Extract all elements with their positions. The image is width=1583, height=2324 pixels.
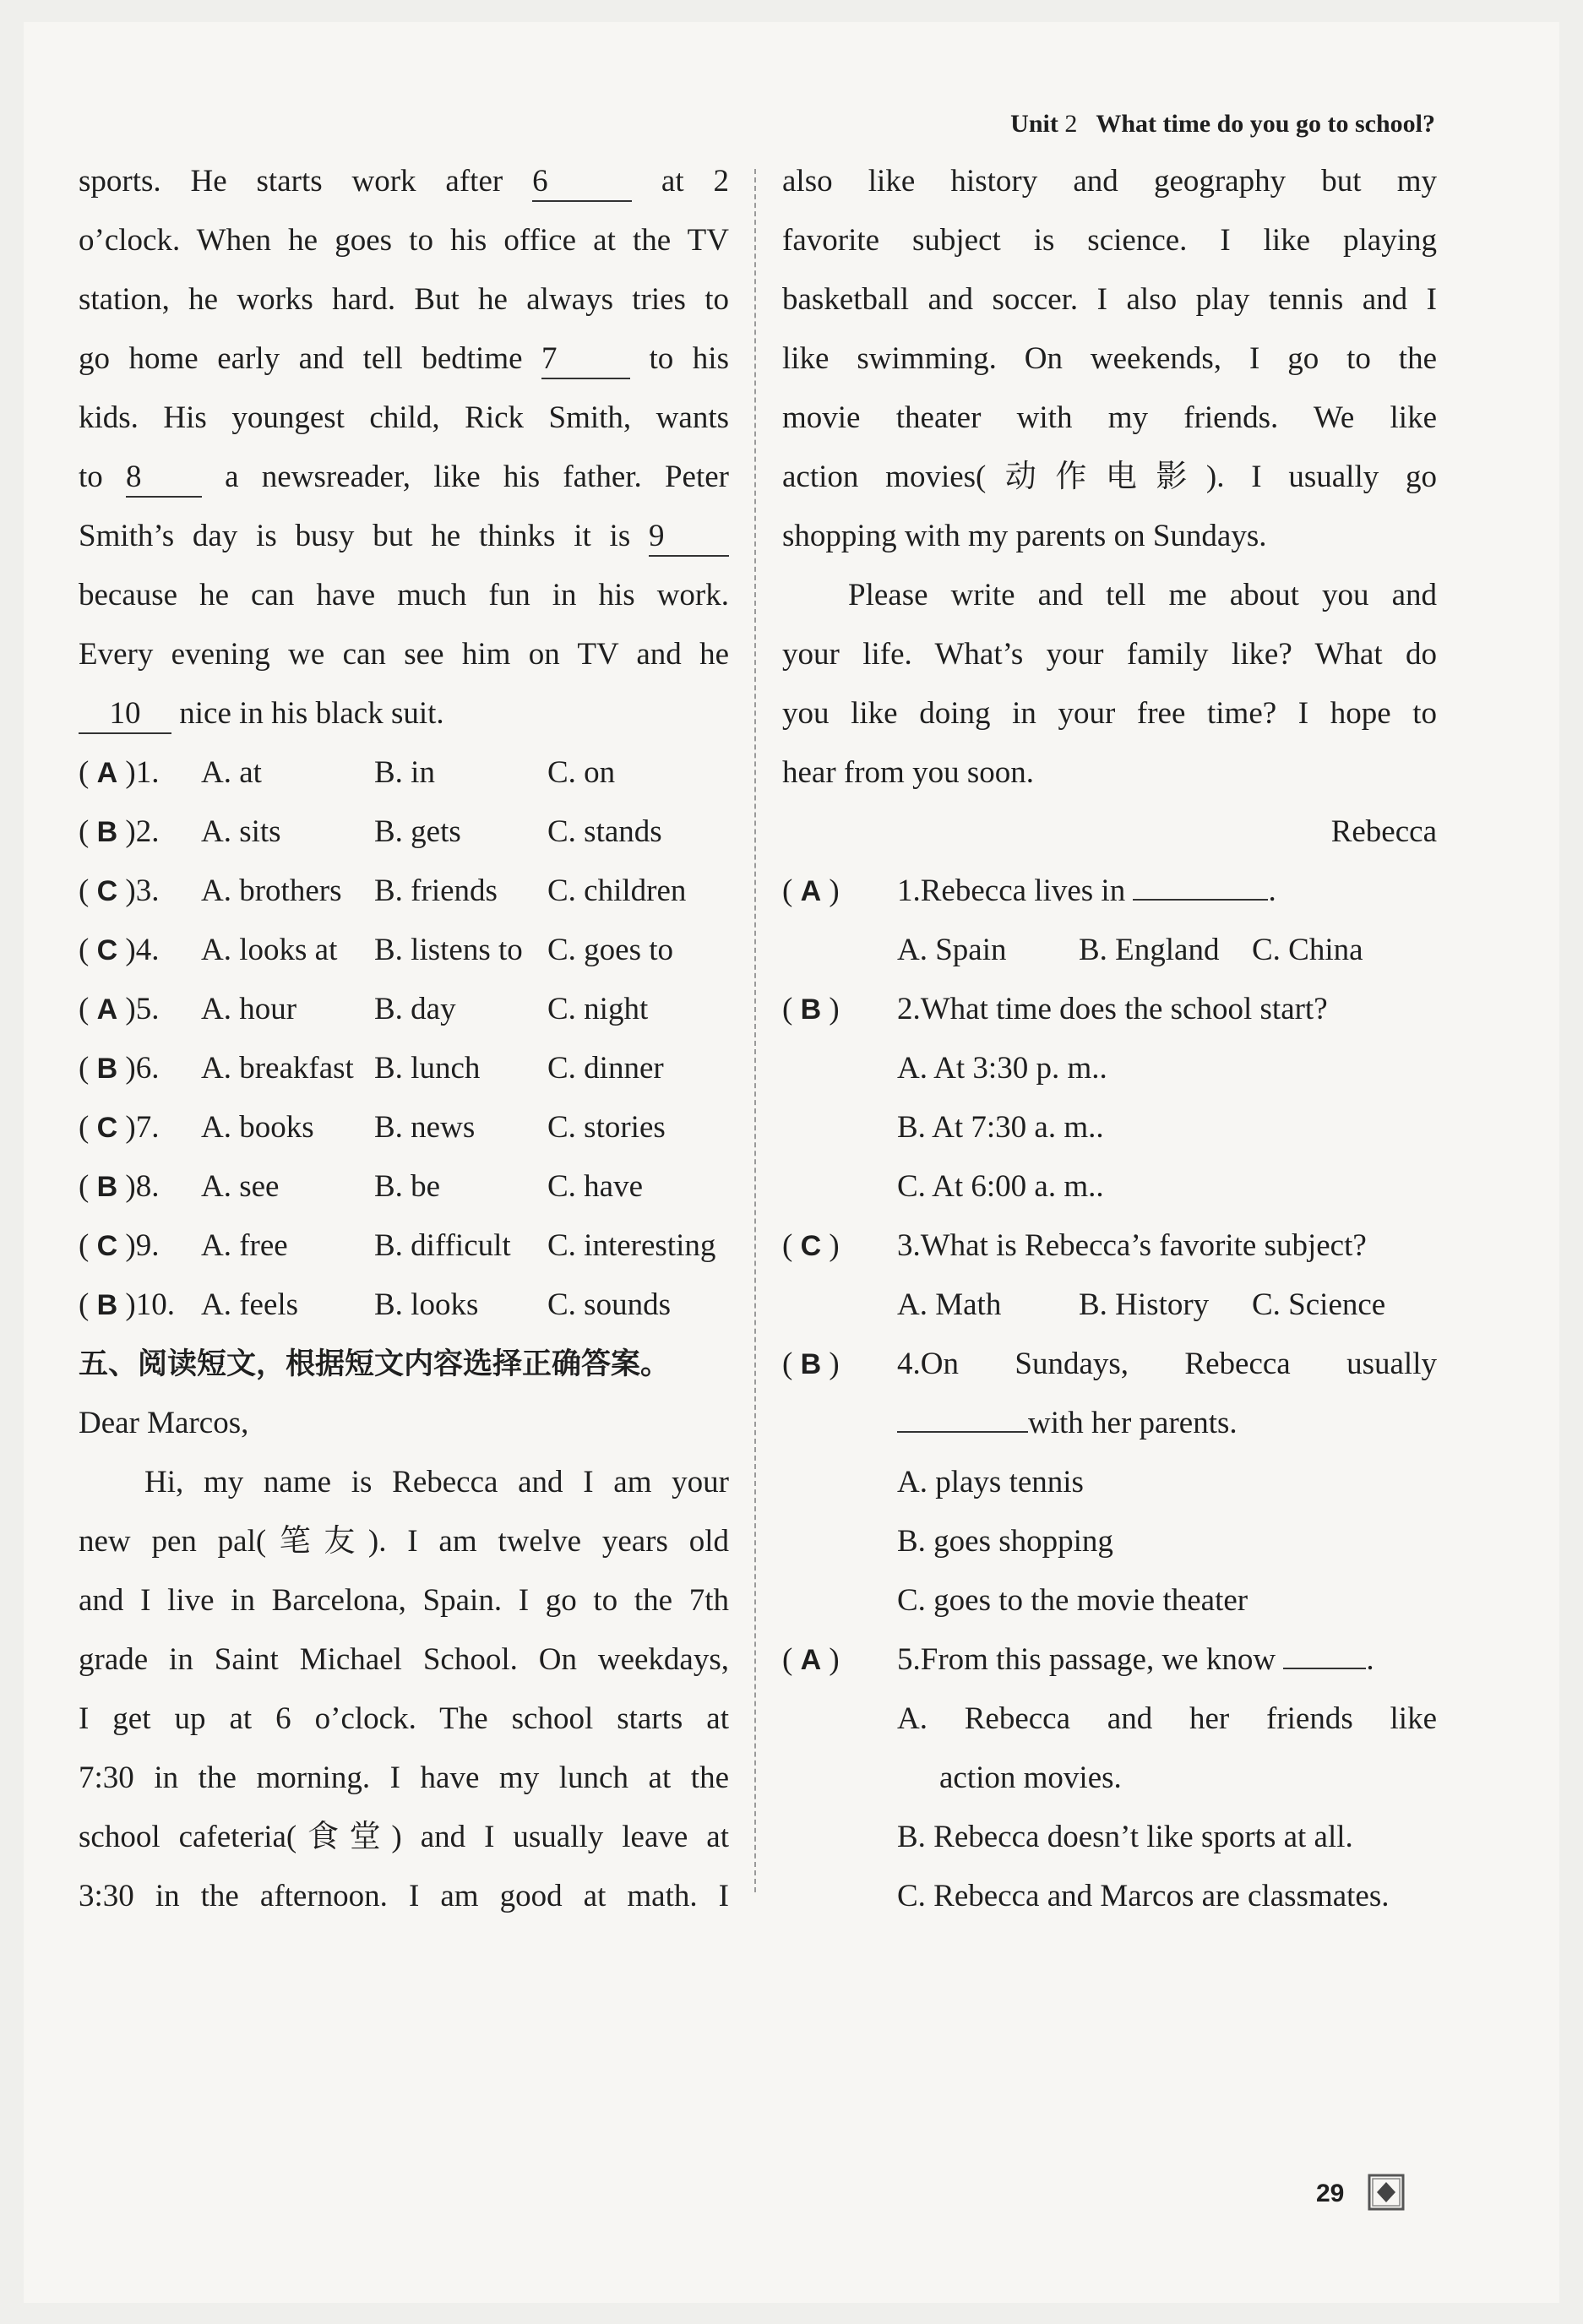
unit-title: What time do you go to school? (1096, 110, 1435, 138)
option-b: B. day (374, 992, 456, 1026)
cloze-option-row: ( B )2. A. sits B. gets C. stands (79, 803, 729, 862)
question-3-options (782, 1276, 1437, 1335)
right-column (782, 152, 1437, 1926)
column-divider (754, 169, 756, 1892)
option: B. goes shopping (897, 1524, 1113, 1559)
option: B. At 7:30 a. m.. (897, 1110, 1104, 1145)
letter-line: basketball and soccer. I also play tennis and I (782, 282, 1437, 317)
letter-signature: Rebecca (1330, 814, 1437, 849)
letter-line: new pen pal(笔友). I am twelve years old (79, 1524, 729, 1559)
left-column (79, 152, 729, 1926)
page-header (933, 110, 1435, 139)
letter-line: favorite subject is science. I like playing (782, 223, 1437, 258)
letter-line: like swimming. On weekends, I go to the (782, 341, 1437, 376)
cloze-option-row: ( B )6. A. breakfast B. lunch C. dinner (79, 1039, 729, 1098)
answer-blank (1283, 1668, 1366, 1669)
option-continued: action movies. (939, 1761, 1122, 1795)
option: A. Spain (897, 933, 1007, 967)
option: B. England (1079, 933, 1220, 967)
option-c: C. stories (547, 1110, 666, 1145)
option-c: C. children (547, 874, 687, 908)
letter-line: 3:30 in the afternoon. I am good at math. I (79, 1879, 729, 1913)
unit-number: 2 (1064, 110, 1078, 138)
answer-mark: A (96, 993, 118, 1026)
option-b: B. listens to (374, 933, 523, 967)
letter-line: shopping with my parents on Sundays. (782, 519, 1267, 553)
option-a: A. at (201, 755, 262, 790)
option: A. Math (897, 1287, 1002, 1322)
letter-greeting: Dear Marcos, (79, 1406, 249, 1440)
option: C. goes to the movie theater (897, 1583, 1248, 1618)
letter-line: you like doing in your free time? I hope to (782, 696, 1437, 731)
answer-mark: A (96, 757, 118, 789)
option-b: B. difficult (374, 1228, 511, 1263)
option-a: A. free (201, 1228, 288, 1263)
option-c: C. sounds (547, 1287, 671, 1322)
cloze-option-row: ( C )9. A. free B. difficult C. interesting (79, 1216, 729, 1276)
option-a: A. sits (201, 814, 281, 849)
option-a: A. looks at (201, 933, 338, 967)
cloze-blank: 9 (649, 518, 729, 557)
letter-line: your life. What’s your family like? What do (782, 637, 1437, 672)
option-c: C. interesting (547, 1228, 716, 1263)
answer-mark: C (800, 1230, 822, 1262)
answer-mark: C (96, 1230, 118, 1262)
option-a: A. see (201, 1169, 280, 1204)
passage-line: Every evening we can see him on TV and he (79, 637, 729, 672)
option: A. At 3:30 p. m.. (897, 1051, 1107, 1086)
cloze-blank: 7 (541, 340, 630, 379)
cloze-option-row: ( C )4. A. looks at B. listens to C. goes to (79, 921, 729, 980)
cloze-blank: 10 (79, 695, 171, 734)
option: A. Rebecca and her friends like (897, 1701, 1437, 1736)
cloze-option-row: ( B )10. A. feels B. looks C. sounds (79, 1276, 729, 1335)
cloze-option-row: ( A )5. A. hour B. day C. night (79, 980, 729, 1039)
letter-line: I get up at 6 o’clock. The school starts at (79, 1701, 729, 1736)
letter-line: hear from you soon. (782, 755, 1034, 790)
option-a: A. brothers (201, 874, 342, 908)
answer-mark: B (96, 1171, 118, 1203)
option-c: C. on (547, 755, 616, 790)
option: C. Rebecca and Marcos are classmates. (897, 1879, 1390, 1913)
answer-mark: B (96, 1289, 118, 1321)
answer-mark: C (96, 875, 118, 907)
option-c: C. dinner (547, 1051, 664, 1086)
letter-line: and I live in Barcelona, Spain. I go to the 7th (79, 1583, 729, 1618)
unit-label: Unit (1010, 110, 1058, 138)
passage-line: o’clock. When he goes to his office at the TV (79, 223, 729, 258)
answer-blank (897, 1431, 1028, 1433)
option-b: B. lunch (374, 1051, 481, 1086)
cloze-option-row: ( C )7. A. books B. news C. stories (79, 1098, 729, 1157)
option-b: B. in (374, 755, 435, 790)
answer-mark: B (800, 1348, 822, 1380)
question-1: ( A ) 1.Rebecca lives in . (782, 874, 1276, 908)
question-1-options (782, 921, 1437, 980)
option: A. plays tennis (897, 1465, 1084, 1499)
cloze-blank: 6 (532, 163, 632, 202)
option-c: C. stands (547, 814, 662, 849)
passage-line: sports. He starts work after 6 at 2 (79, 152, 729, 211)
cloze-option-row: ( A )1. A. at B. in C. on (79, 743, 729, 803)
option-b: B. gets (374, 814, 461, 849)
answer-mark: B (96, 816, 118, 848)
letter-line: also like history and geography but my (782, 164, 1437, 199)
question-4-continued: with her parents. (782, 1394, 1437, 1453)
option-b: B. friends (374, 874, 498, 908)
option-c: C. night (547, 992, 649, 1026)
answer-mark: C (96, 934, 118, 966)
passage-line: station, he works hard. But he always tries to (79, 282, 729, 317)
page-number: 29 (1316, 2180, 1345, 2207)
letter-line: grade in Saint Michael School. On weekdays, (79, 1642, 729, 1677)
letter-line: Please write and tell me about you and (848, 578, 1437, 612)
answer-mark: A (800, 875, 822, 907)
passage-line: kids. His youngest child, Rick Smith, wants (79, 400, 729, 435)
answer-mark: B (96, 1053, 118, 1085)
letter-line: school cafeteria(食堂) and I usually leave at (79, 1820, 729, 1854)
letter-line: movie theater with my friends. We like (782, 400, 1437, 435)
option-b: B. news (374, 1110, 476, 1145)
option: C. Science (1252, 1287, 1386, 1322)
option: B. History (1079, 1287, 1210, 1322)
option-a: A. breakfast (201, 1051, 354, 1086)
answer-blank (1133, 899, 1268, 901)
answer-mark: B (800, 993, 822, 1026)
cloze-blank: 8 (126, 459, 202, 498)
option-c: C. have (547, 1169, 644, 1204)
passage-line: to 8 a newsreader, like his father. Peter (79, 448, 729, 507)
cloze-option-row: ( B )8. A. see B. be C. have (79, 1157, 729, 1216)
answer-mark: C (96, 1112, 118, 1144)
passage-line: Smith’s day is busy but he thinks it is 9 (79, 507, 729, 566)
question-3: ( C ) 3.What is Rebecca’s favorite subject? (782, 1228, 1367, 1263)
question-2: ( B ) 2.What time does the school start? (782, 992, 1328, 1026)
option: B. Rebecca doesn’t like sports at all. (897, 1820, 1353, 1854)
letter-line: 7:30 in the morning. I have my lunch at the (79, 1761, 729, 1795)
cloze-options (79, 743, 729, 1335)
question-4: ( B ) 4.On Sundays, Rebecca usually (782, 1347, 1437, 1381)
option-a: A. feels (201, 1287, 299, 1322)
option: C. At 6:00 a. m.. (897, 1169, 1104, 1204)
passage-line: go home early and tell bedtime 7 to his (79, 329, 729, 389)
question-5: ( A ) 5.From this passage, we know . (782, 1642, 1374, 1677)
passage-line: 10 nice in his black suit. (79, 684, 729, 743)
section-title: 五、阅读短文，根据短文内容选择正确答案。 (79, 1347, 671, 1381)
option-c: C. goes to (547, 933, 674, 967)
option-b: B. be (374, 1169, 441, 1204)
answer-mark: A (800, 1644, 822, 1676)
option-a: A. books (201, 1110, 314, 1145)
letter-line: action movies(动作电影). I usually go (782, 460, 1437, 494)
passage-line: because he can have much fun in his work. (79, 578, 729, 612)
cloze-option-row: ( C )3. A. brothers B. friends C. children (79, 862, 729, 921)
diamond-icon (1367, 2173, 1406, 2212)
letter-line: Hi, my name is Rebecca and I am your (144, 1465, 729, 1499)
option-a: A. hour (201, 992, 297, 1026)
option: C. China (1252, 933, 1363, 967)
option-b: B. looks (374, 1287, 479, 1322)
